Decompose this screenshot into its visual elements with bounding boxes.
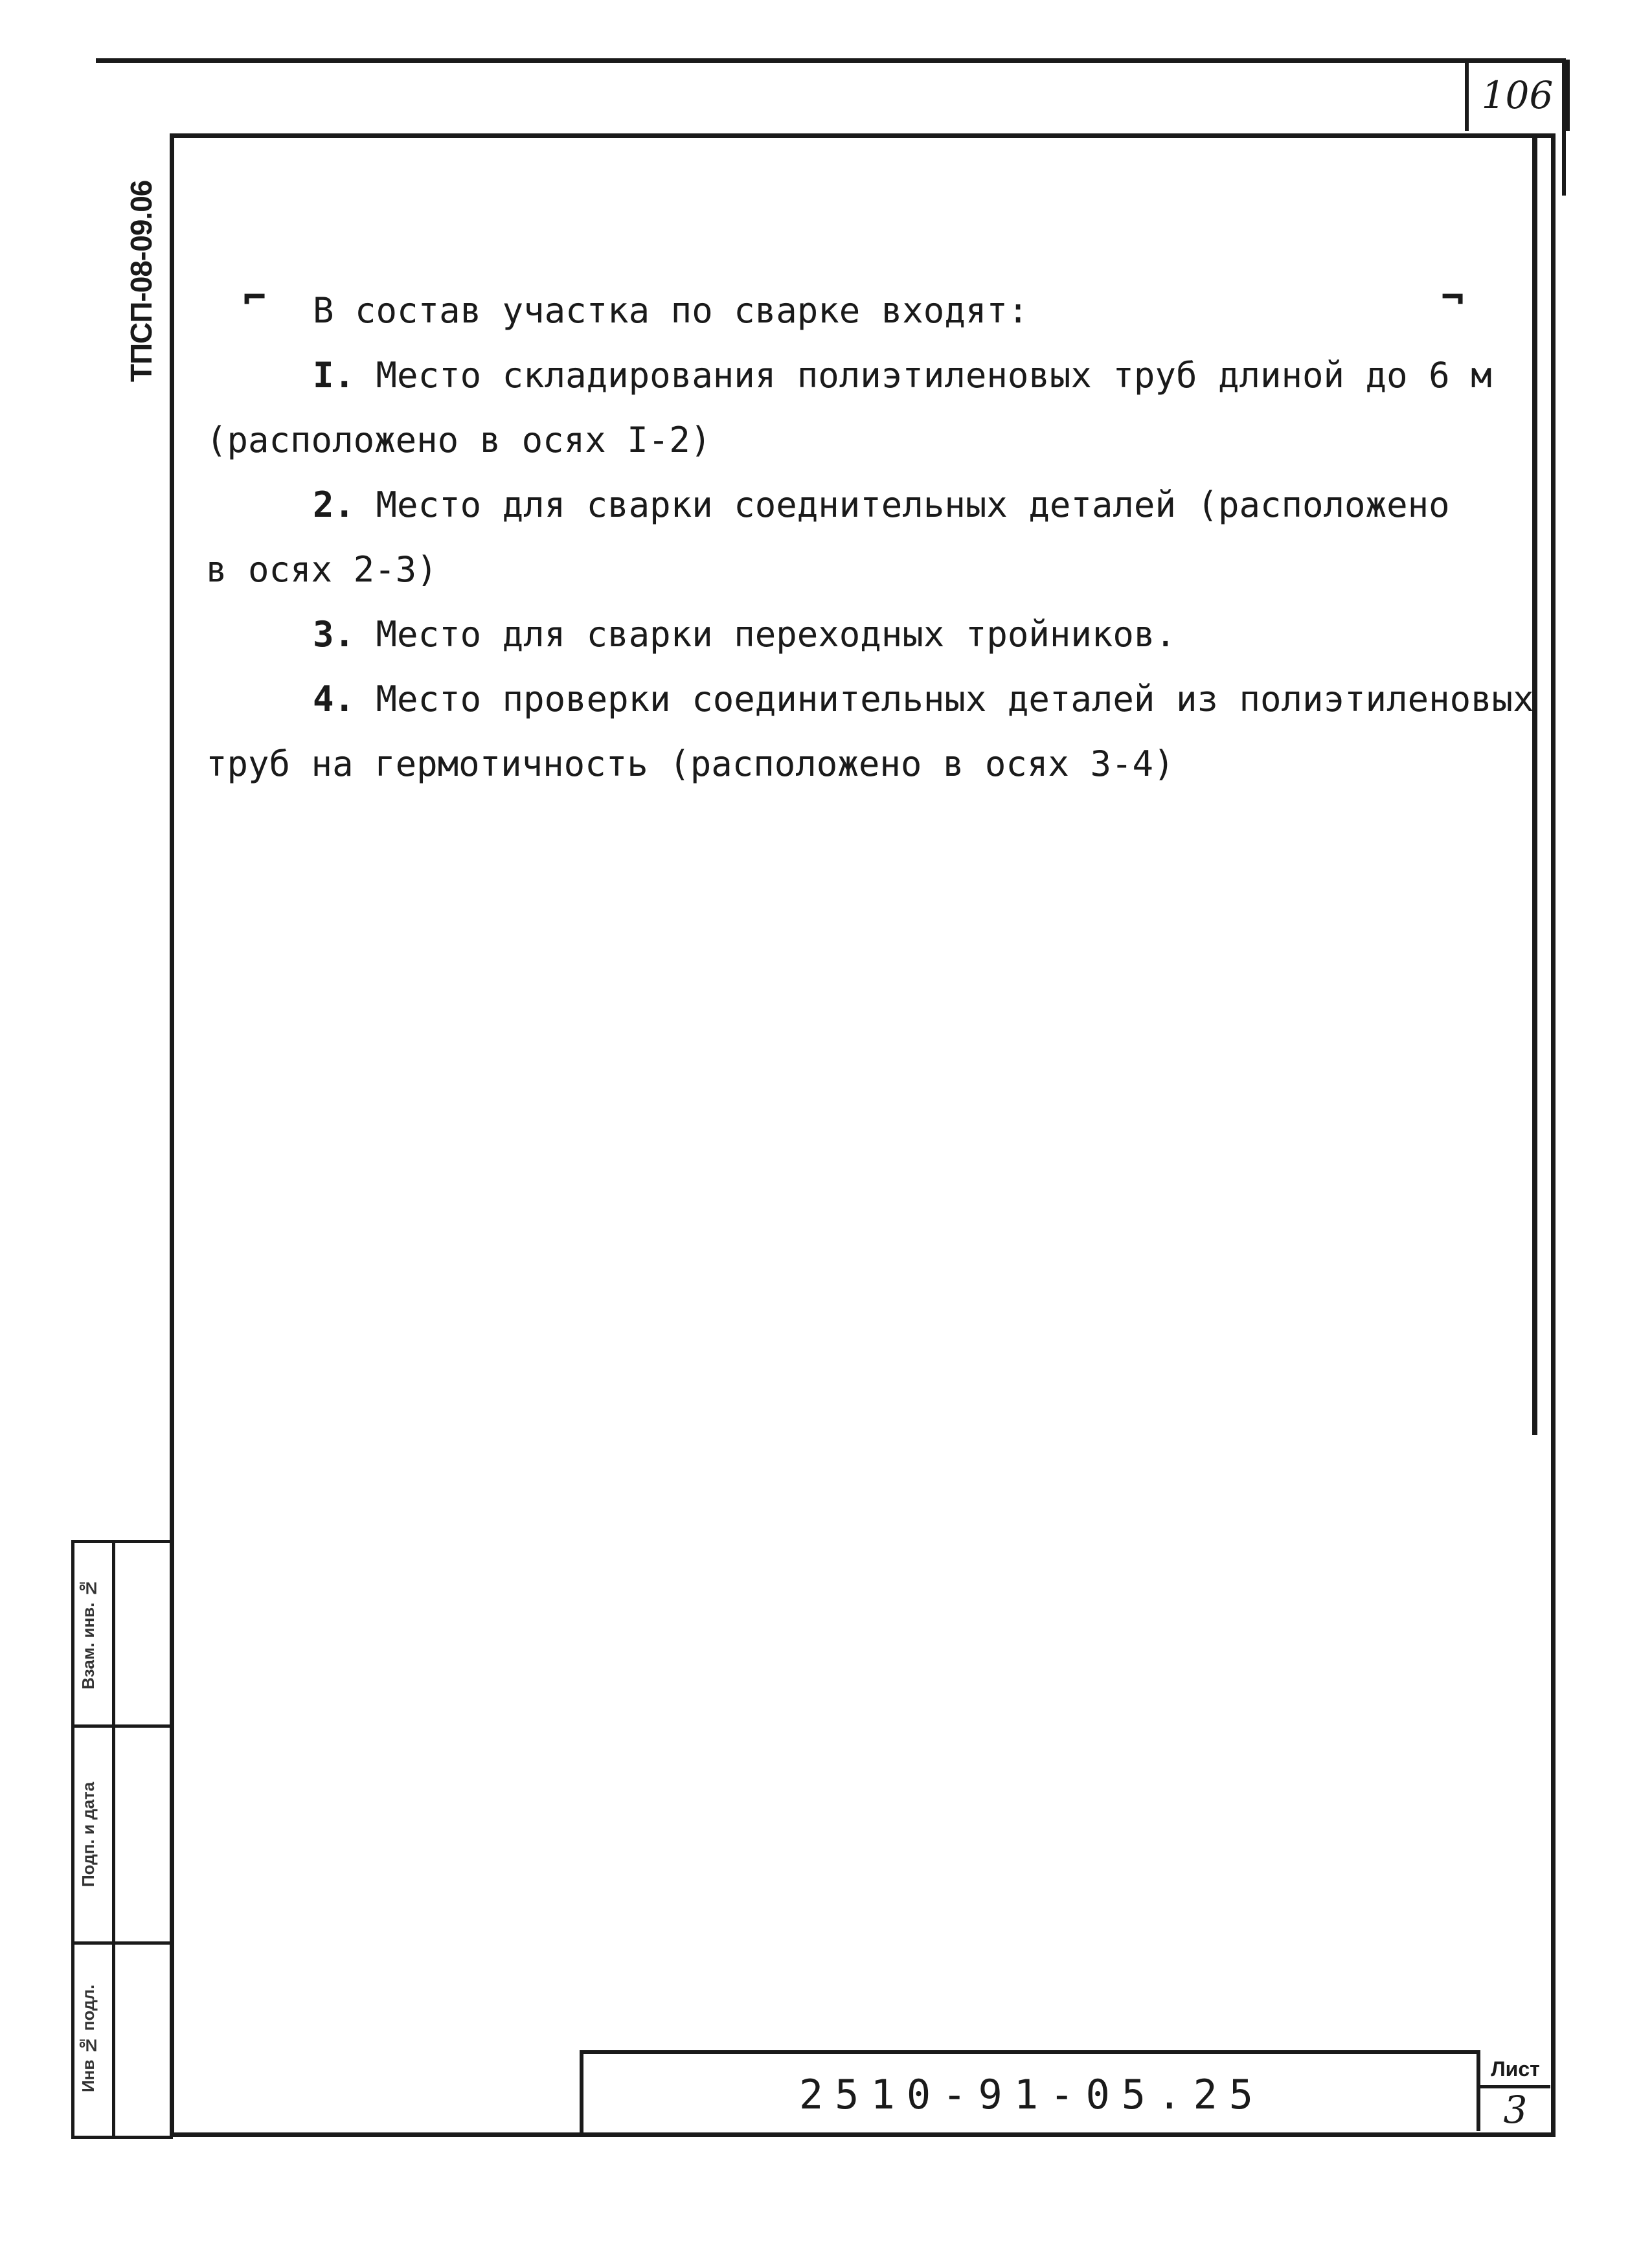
document-code: 2510-91-05.25 <box>798 2071 1265 2118</box>
list-item-cont: (расположено в осях I-2) <box>206 420 712 460</box>
corner-mark-left: ⌐ <box>243 275 267 321</box>
list-item: 2. Место для сварки соеднительных деталей (расположено <box>313 484 1450 525</box>
list-item: I. Место складирования полиэтиленовых труб длиной до 6 м <box>313 355 1492 396</box>
top-rule <box>96 58 1566 63</box>
side-document-code: ТПСП-08-09.06 <box>124 180 158 382</box>
stamp-label-vzam: Взам. инв. № <box>78 1578 98 1690</box>
sheet-number: 3 <box>1503 2088 1528 2132</box>
sheet-box <box>1477 2050 1550 2131</box>
corner-page-number: 106 <box>1465 60 1570 131</box>
approval-stamp <box>71 1540 173 2139</box>
sheet-label: Лист <box>1480 2053 1550 2088</box>
title-block <box>580 2050 1480 2135</box>
body-text <box>206 278 1534 797</box>
list-item: 4. Место проверки соединительных деталей из полиэтиленовых <box>313 679 1534 719</box>
corner-mark-right: ¬ <box>1441 275 1465 321</box>
stamp-label-inv: Инв № подл. <box>78 1984 98 2093</box>
list-item-cont: в осях 2-3) <box>206 549 438 590</box>
stamp-label-podp: Подп. и дата <box>78 1781 98 1888</box>
intro-line: В состав участка по сварке входят: <box>313 290 1029 331</box>
list-item-cont: труб на гермотичность (расположено в осях 3-4) <box>206 743 1175 784</box>
list-item: 3. Место для сварки переходных тройников. <box>313 614 1176 655</box>
